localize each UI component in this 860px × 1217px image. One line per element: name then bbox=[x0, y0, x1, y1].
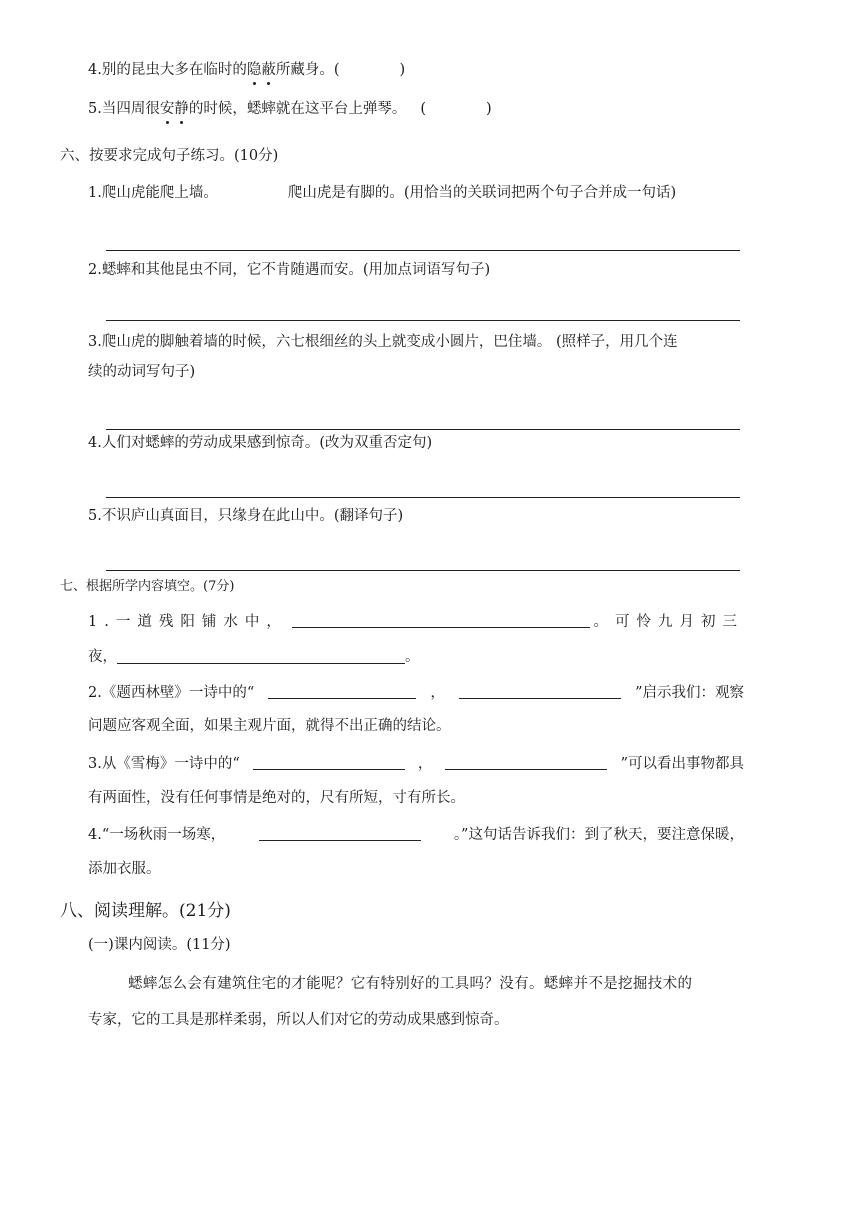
s7-question-2-line-1 bbox=[88, 683, 744, 703]
answer-paren-close: ) bbox=[399, 62, 406, 78]
section-7-title: 七、根据所学内容填空。(7分) bbox=[60, 579, 235, 594]
dotted-char: 蔽 bbox=[261, 62, 276, 78]
fill-blank-7-3a[interactable] bbox=[253, 754, 405, 770]
fill-blank-7-2a[interactable] bbox=[268, 683, 416, 699]
dotted-char: 安 bbox=[159, 101, 175, 117]
s5-q4-text: 4.别的昆虫大多在临时的 bbox=[88, 62, 247, 78]
fill-blank-7-1a[interactable] bbox=[292, 612, 590, 628]
fill-blank-7-1b[interactable] bbox=[117, 648, 405, 664]
dotted-char: 静 bbox=[174, 101, 189, 117]
s7-question-3-line-2: 有两面性，没有任何事情是绝对的，尺有所短，寸有所长。 bbox=[88, 790, 465, 806]
s7-question-4-line-1 bbox=[88, 825, 744, 845]
s7-q2-text-c: ”启示我们：观察 bbox=[635, 685, 744, 701]
s7-q2-text-a: 2.《题西林壁》一诗中的“ bbox=[88, 685, 255, 701]
fill-blank-7-2b[interactable] bbox=[459, 683, 621, 699]
s7-q3-comma: ， bbox=[417, 756, 433, 772]
s7-q2-comma: ， bbox=[430, 685, 445, 701]
s6-question-4: 4.人们对蟋蟀的劳动成果感到惊奇。(改为双重否定句) bbox=[88, 435, 433, 451]
s7-q3-text-c: ”可以看出事物都具 bbox=[620, 756, 744, 772]
answer-line-6-1[interactable] bbox=[106, 250, 740, 251]
s6-question-2: 2.蟋蟀和其他昆虫不同，它不肯随遇而安。(用加点词语写句子) bbox=[88, 262, 491, 278]
s6-question-3-line-1: 3.爬山虎的脚触着墙的时候，六七根细丝的头上就变成小圆片，巴住墙。 (照样子，用几个连 bbox=[88, 334, 678, 350]
s7-question-1-line-2 bbox=[88, 647, 420, 667]
answer-line-6-2[interactable] bbox=[106, 320, 740, 321]
answer-line-6-3[interactable] bbox=[106, 429, 740, 430]
s7-q1-text-d: 。 bbox=[405, 649, 420, 665]
s5-question-5 bbox=[88, 99, 492, 119]
fill-blank-7-4[interactable] bbox=[259, 825, 421, 841]
s6-question-3-line-2: 续的动词写句子) bbox=[88, 364, 196, 380]
answer-line-6-5[interactable] bbox=[106, 570, 740, 571]
section-8-title: 八、阅读理解。(21分) bbox=[60, 901, 231, 921]
s7-question-4-line-2: 添加衣服。 bbox=[88, 861, 161, 877]
s7-q3-text-a: 3.从《雪梅》一诗中的“ bbox=[88, 756, 240, 772]
answer-paren-open: ( bbox=[420, 101, 427, 117]
section-8-subtitle: (一)课内阅读。(11分) bbox=[88, 937, 231, 953]
s7-q4-text-a: 4.“一场秋雨一场寒， bbox=[88, 827, 226, 843]
answer-paren-open: ( bbox=[333, 62, 340, 78]
s5-question-4 bbox=[88, 60, 405, 80]
section-6-title: 六、按要求完成句子练习。(10分) bbox=[60, 148, 279, 164]
s7-question-1-line-1 bbox=[88, 612, 744, 632]
s7-q1-text-c: 夜， bbox=[88, 649, 117, 665]
fill-blank-7-3b[interactable] bbox=[445, 754, 607, 770]
s6-question-1 bbox=[88, 183, 676, 203]
s7-question-3-line-1 bbox=[88, 754, 744, 774]
s6-q1-sentence-b: 爬山虎是有脚的。(用恰当的关联词把两个句子合并成一句话) bbox=[287, 185, 677, 201]
answer-line-6-4[interactable] bbox=[106, 497, 740, 498]
s5-q5-text: 5.当四周很 bbox=[88, 101, 160, 117]
reading-paragraph-line-1: 蟋蟀怎么会有建筑住宅的才能呢？它有特别好的工具吗？没有。蟋蟀并不是挖掘技术的 bbox=[128, 976, 693, 992]
s7-q1-text-b: 。可怜九月初三 bbox=[593, 614, 744, 630]
dotted-char: 隐 bbox=[246, 62, 262, 78]
s6-q1-sentence-a: 1.爬山虎能爬上墙。 bbox=[88, 185, 218, 201]
s7-question-2-line-2: 问题应客观全面，如果主观片面，就得不出正确的结论。 bbox=[88, 718, 451, 734]
reading-paragraph-line-2: 专家，它的工具是那样柔弱，所以人们对它的劳动成果感到惊奇。 bbox=[88, 1012, 509, 1028]
s5-q4-text-end: 所藏身。 bbox=[275, 62, 334, 78]
s7-q4-text-b: 。”这句话告诉我们：到了秋天，要注意保暖， bbox=[453, 827, 744, 843]
answer-paren-close: ) bbox=[486, 101, 492, 117]
s7-q1-text-a: 1.一道残阳铺水中， bbox=[88, 614, 288, 630]
s6-question-5: 5.不识庐山真面目，只缘身在此山中。(翻译句子) bbox=[88, 508, 404, 524]
s5-q5-text-end: 的时候，蟋蟀就在这平台上弹琴。 bbox=[188, 101, 407, 117]
